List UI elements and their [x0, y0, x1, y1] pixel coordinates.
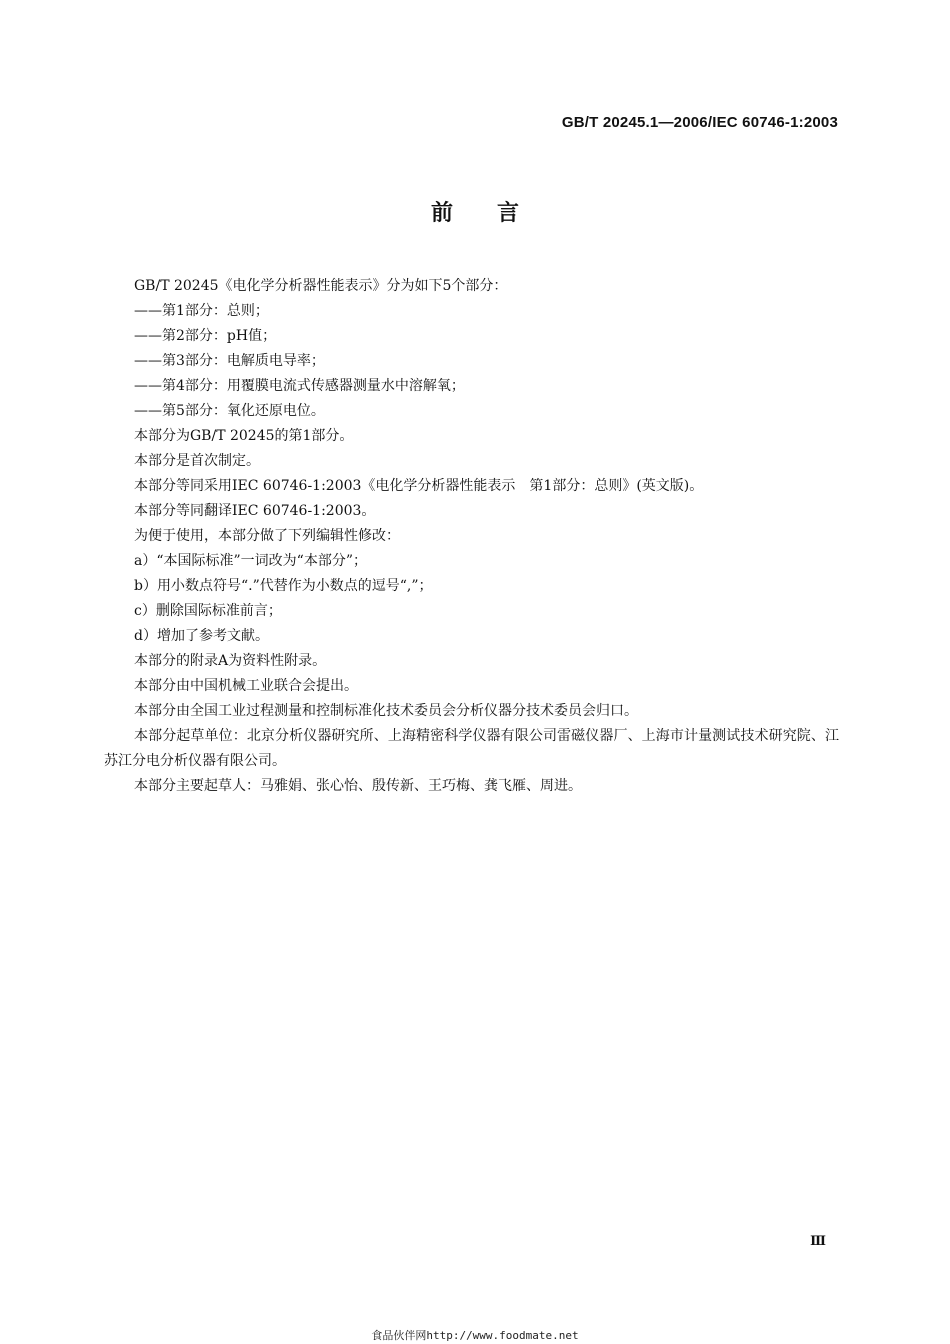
paragraph-editorial-changes: 为便于使用，本部分做了下列编辑性修改： — [134, 528, 400, 544]
paragraph-intro: GB/T 20245《电化学分析器性能表示》分为如下5个部分： — [134, 278, 508, 294]
page-title: 前言 — [430, 201, 563, 226]
footer-source: 食品伙伴网http://www.foodmate.net — [371, 1329, 579, 1342]
paragraph-translation: 本部分等同翻译IEC 60746-1:2003。 — [134, 503, 376, 519]
list-item-change-c: c）删除国际标准前言； — [134, 603, 282, 619]
paragraph-proposer: 本部分由中国机械工业联合会提出。 — [134, 678, 358, 694]
list-item-part-1: ——第1部分：总则； — [134, 303, 269, 319]
paragraph-drafters: 本部分主要起草人：马雅娟、张心怡、殷传新、王巧梅、龚飞雁、周进。 — [134, 778, 582, 794]
paragraph-drafting-units: 本部分起草单位：北京分析仪器研究所、上海精密科学仪器有限公司雷磁仪器厂、上海市计量测试技术研究院、江苏江分电分析仪器有限公司。 — [104, 728, 839, 769]
paragraph-adoption: 本部分等同采用IEC 60746-1:2003《电化学分析器性能表示 第1部分：总则》(英文版)。 — [134, 478, 704, 494]
list-item-change-b: b）用小数点符号“.”代替作为小数点的逗号“,”； — [134, 578, 433, 594]
paragraph-part-statement: 本部分为GB/T 20245的第1部分。 — [134, 428, 354, 444]
list-item-change-a: a）“本国际标准”一词改为“本部分”； — [134, 553, 367, 569]
standard-code-header: GB/T 20245.1—2006/IEC 60746-1:2003 — [561, 114, 838, 131]
document-body — [104, 274, 839, 799]
list-item-part-5: ——第5部分：氧化还原电位。 — [134, 403, 325, 419]
list-item-part-4: ——第4部分：用覆膜电流式传感器测量水中溶解氧； — [134, 378, 465, 394]
paragraph-committee: 本部分由全国工业过程测量和控制标准化技术委员会分析仪器分技术委员会归口。 — [134, 703, 638, 719]
list-item-change-d: d）增加了参考文献。 — [134, 628, 269, 644]
list-item-part-2: ——第2部分：pH值； — [134, 328, 277, 344]
list-item-part-3: ——第3部分：电解质电导率； — [134, 353, 325, 369]
paragraph-first-edition: 本部分是首次制定。 — [134, 453, 260, 469]
page-number: Ⅲ — [810, 1234, 826, 1249]
paragraph-annex: 本部分的附录A为资料性附录。 — [134, 653, 327, 669]
